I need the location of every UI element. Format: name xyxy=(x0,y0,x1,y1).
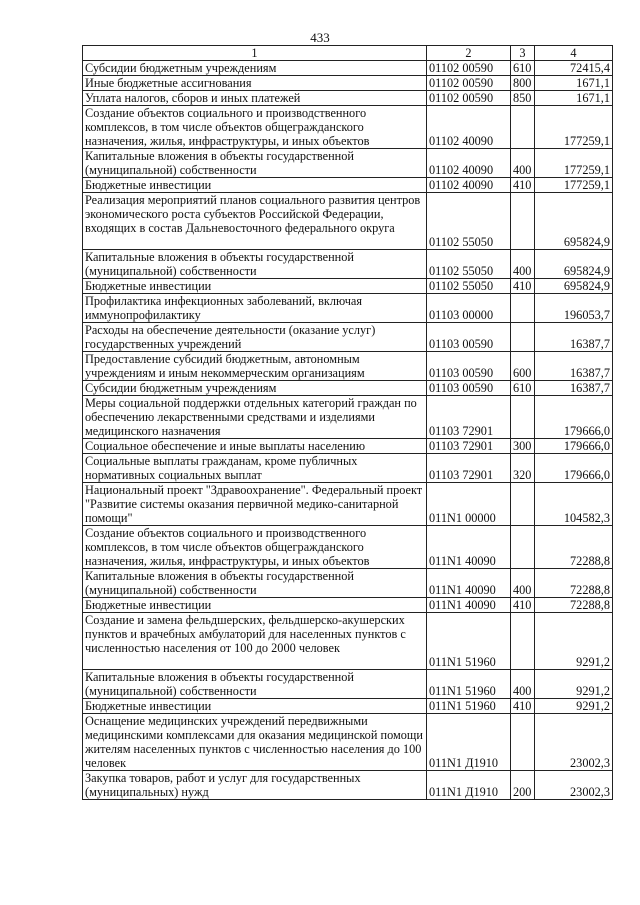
row-name: Уплата налогов, сборов и иных платежей xyxy=(83,91,427,106)
page-number: 433 xyxy=(310,30,330,45)
row-amount: 179666,0 xyxy=(535,454,613,483)
row-type xyxy=(511,106,535,149)
row-amount: 16387,7 xyxy=(535,381,613,396)
header-col-1: 1 xyxy=(83,46,427,61)
row-name: Бюджетные инвестиции xyxy=(83,699,427,714)
row-type xyxy=(511,613,535,670)
row-code: 011N1 Д1910 xyxy=(427,714,511,771)
table-row xyxy=(83,76,613,91)
table-row xyxy=(83,670,613,699)
row-type: 200 xyxy=(511,771,535,800)
row-amount: 1671,1 xyxy=(535,91,613,106)
row-code: 01102 55050 xyxy=(427,250,511,279)
table-row xyxy=(83,598,613,613)
row-name: Капитальные вложения в объекты государственной (муниципальной) собственности xyxy=(83,569,427,598)
row-code: 01102 40090 xyxy=(427,149,511,178)
table-row xyxy=(83,149,613,178)
row-name: Предоставление субсидий бюджетным, автономным учреждениям и иным некоммерческим организациям xyxy=(83,352,427,381)
row-amount: 695824,9 xyxy=(535,279,613,294)
table-body xyxy=(83,61,613,800)
row-code: 01102 40090 xyxy=(427,106,511,149)
row-type xyxy=(511,396,535,439)
row-name: Оснащение медицинских учреждений передвижными медицинскими комплексами для оказания медицинской помощи жителям населенных пунктов с численностью населения до 100 человек xyxy=(83,714,427,771)
row-name: Расходы на обеспечение деятельности (оказание услуг) государственных учреждений xyxy=(83,323,427,352)
row-type xyxy=(511,193,535,250)
table-row xyxy=(83,526,613,569)
table-row xyxy=(83,294,613,323)
row-type xyxy=(511,323,535,352)
table-row xyxy=(83,279,613,294)
row-type: 400 xyxy=(511,569,535,598)
row-amount: 179666,0 xyxy=(535,396,613,439)
header-col-3: 3 xyxy=(511,46,535,61)
row-amount: 72288,8 xyxy=(535,598,613,613)
row-type xyxy=(511,714,535,771)
row-type: 320 xyxy=(511,454,535,483)
row-name: Бюджетные инвестиции xyxy=(83,279,427,294)
row-code: 01103 72901 xyxy=(427,454,511,483)
table-row xyxy=(83,396,613,439)
row-name: Социальное обеспечение и иные выплаты населению xyxy=(83,439,427,454)
row-type: 610 xyxy=(511,381,535,396)
row-amount: 23002,3 xyxy=(535,714,613,771)
row-name: Капитальные вложения в объекты государственной (муниципальной) собственности xyxy=(83,670,427,699)
row-code: 01103 00590 xyxy=(427,352,511,381)
row-amount: 16387,7 xyxy=(535,352,613,381)
row-type: 400 xyxy=(511,670,535,699)
header-col-2: 2 xyxy=(427,46,511,61)
table-row xyxy=(83,91,613,106)
budget-table xyxy=(82,45,613,800)
row-code: 011N1 51960 xyxy=(427,699,511,714)
table-row xyxy=(83,483,613,526)
row-type: 400 xyxy=(511,149,535,178)
row-code: 01103 00590 xyxy=(427,323,511,352)
row-amount: 9291,2 xyxy=(535,670,613,699)
row-type: 610 xyxy=(511,61,535,76)
row-name: Реализация мероприятий планов социального развития центров экономического роста субъектов Российской Федерации, входящих в состав Дальневосточного федерального округа xyxy=(83,193,427,250)
table-row xyxy=(83,714,613,771)
row-name: Бюджетные инвестиции xyxy=(83,598,427,613)
header-col-4: 4 xyxy=(535,46,613,61)
row-name: Социальные выплаты гражданам, кроме публичных нормативных социальных выплат xyxy=(83,454,427,483)
table-row xyxy=(83,454,613,483)
row-amount: 9291,2 xyxy=(535,613,613,670)
table-row xyxy=(83,699,613,714)
row-code: 01102 00590 xyxy=(427,61,511,76)
table-row xyxy=(83,439,613,454)
row-amount: 72415,4 xyxy=(535,61,613,76)
row-type: 410 xyxy=(511,178,535,193)
row-code: 011N1 40090 xyxy=(427,598,511,613)
row-code: 01102 40090 xyxy=(427,178,511,193)
row-name: Профилактика инфекционных заболеваний, включая иммунопрофилактику xyxy=(83,294,427,323)
row-code: 01102 00590 xyxy=(427,91,511,106)
row-name: Субсидии бюджетным учреждениям xyxy=(83,381,427,396)
row-type: 850 xyxy=(511,91,535,106)
row-amount: 72288,8 xyxy=(535,569,613,598)
row-type: 800 xyxy=(511,76,535,91)
table-row xyxy=(83,250,613,279)
table-row xyxy=(83,106,613,149)
row-amount: 177259,1 xyxy=(535,106,613,149)
row-amount: 196053,7 xyxy=(535,294,613,323)
row-name: Создание объектов социального и производственного комплексов, в том числе объектов общегражданского назначения, жилья, инфраструктуры, и иных объектов xyxy=(83,526,427,569)
row-code: 01103 00000 xyxy=(427,294,511,323)
row-name: Субсидии бюджетным учреждениям xyxy=(83,61,427,76)
row-amount: 16387,7 xyxy=(535,323,613,352)
table-row xyxy=(83,771,613,800)
row-amount: 104582,3 xyxy=(535,483,613,526)
table-row xyxy=(83,613,613,670)
table-row xyxy=(83,352,613,381)
row-name: Национальный проект "Здравоохранение". Федеральный проект "Развитие системы оказания первичной медико-санитарной помощи" xyxy=(83,483,427,526)
row-name: Закупка товаров, работ и услуг для государственных (муниципальных) нужд xyxy=(83,771,427,800)
row-code: 01103 72901 xyxy=(427,396,511,439)
table-row xyxy=(83,381,613,396)
row-amount: 23002,3 xyxy=(535,771,613,800)
row-code: 01102 55050 xyxy=(427,279,511,294)
row-code: 01103 72901 xyxy=(427,439,511,454)
row-type: 410 xyxy=(511,279,535,294)
row-name: Создание и замена фельдшерских, фельдшерско-акушерских пунктов и врачебных амбулаторий для населенных пунктов с численностью населения от 100 до 2000 человек xyxy=(83,613,427,670)
row-amount: 179666,0 xyxy=(535,439,613,454)
row-code: 01102 55050 xyxy=(427,193,511,250)
row-amount: 9291,2 xyxy=(535,699,613,714)
table-row xyxy=(83,61,613,76)
row-code: 01103 00590 xyxy=(427,381,511,396)
row-amount: 72288,8 xyxy=(535,526,613,569)
row-type xyxy=(511,526,535,569)
table-row xyxy=(83,178,613,193)
row-amount: 1671,1 xyxy=(535,76,613,91)
table-row xyxy=(83,323,613,352)
row-code: 011N1 51960 xyxy=(427,670,511,699)
row-code: 011N1 40090 xyxy=(427,526,511,569)
row-amount: 695824,9 xyxy=(535,193,613,250)
row-name: Капитальные вложения в объекты государственной (муниципальной) собственности xyxy=(83,149,427,178)
table-row xyxy=(83,569,613,598)
row-name: Бюджетные инвестиции xyxy=(83,178,427,193)
row-type xyxy=(511,483,535,526)
row-name: Создание объектов социального и производственного комплексов, в том числе объектов общегражданского назначения, жилья, инфраструктуры, и иных объектов xyxy=(83,106,427,149)
row-code: 011N1 Д1910 xyxy=(427,771,511,800)
row-name: Меры социальной поддержки отдельных категорий граждан по обеспечению лекарственными средствами и изделиями медицинского назначения xyxy=(83,396,427,439)
row-amount: 177259,1 xyxy=(535,149,613,178)
row-amount: 695824,9 xyxy=(535,250,613,279)
row-type: 410 xyxy=(511,598,535,613)
row-type xyxy=(511,294,535,323)
row-type: 410 xyxy=(511,699,535,714)
table-row xyxy=(83,193,613,250)
row-code: 011N1 51960 xyxy=(427,613,511,670)
row-name: Иные бюджетные ассигнования xyxy=(83,76,427,91)
row-code: 011N1 40090 xyxy=(427,569,511,598)
row-code: 01102 00590 xyxy=(427,76,511,91)
row-type: 300 xyxy=(511,439,535,454)
row-amount: 177259,1 xyxy=(535,178,613,193)
table-header-row xyxy=(83,46,613,61)
row-code: 011N1 00000 xyxy=(427,483,511,526)
row-type: 400 xyxy=(511,250,535,279)
row-type: 600 xyxy=(511,352,535,381)
row-name: Капитальные вложения в объекты государственной (муниципальной) собственности xyxy=(83,250,427,279)
